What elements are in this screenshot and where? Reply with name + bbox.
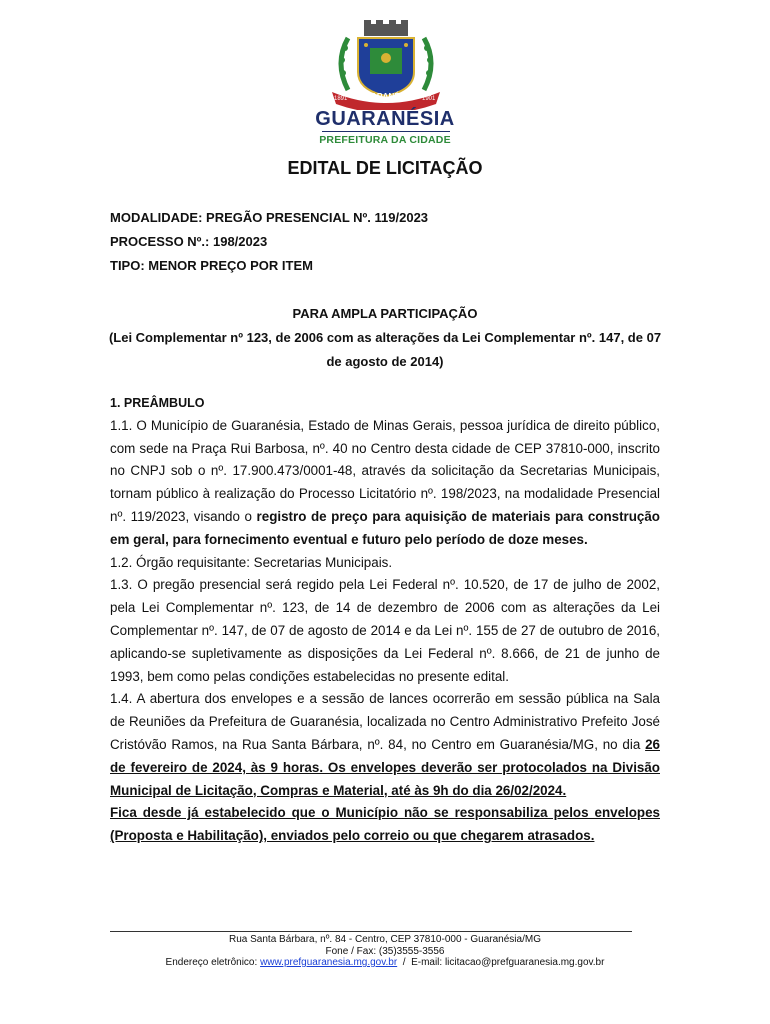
paragraph-1-1	[110, 415, 660, 552]
tipo-line: TIPO: MENOR PREÇO POR ITEM	[110, 258, 313, 273]
footer-phone: Fone / Fax: (35)3555-3556	[325, 946, 445, 957]
document-title: EDITAL DE LICITAÇÃO	[287, 158, 483, 178]
footer-contacts	[0, 957, 770, 968]
section-heading: 1. PREÂMBULO	[110, 396, 205, 410]
footer-address: Rua Santa Bárbara, nº. 84 - Centro, CEP 37810-000 - Guaranésia/MG	[229, 934, 541, 945]
brand-name: GUARANÉSIA	[315, 108, 455, 130]
brand-divider	[322, 131, 450, 132]
paragraph-1-1-text: 1.1. O Município de Guaranésia, Estado de Minas Gerais, pessoa jurídica de direito público, com sede na Praça Rui Barbosa, nº. 40 no Centro desta cidade de CEP 37810-000, inscrito no CNPJ sob o nº. 17.900.473/0001-48, através da solicitação da Secretarias Municipais, tornam público à realização do Processo Licitatório nº. 198/2023, na modalidade Presencial nº. 119/2023, visando o	[110, 417, 660, 524]
footer-site-label: Endereço eletrônico:	[165, 957, 261, 968]
paragraph-1-4-bold: 26 de fevereiro de 2024, às 9 horas. Os envelopes deverão ser protocolados na Divisão Municipal de Licitação, Compras e Material, até às 9h do dia 26/02/2024.	[110, 736, 660, 798]
mail-notice: Fica desde já estabelecido que o Município não se responsabiliza pelos envelopes (Proposta e Habilitação), enviados pelo correio ou que chegarem atrasados.	[110, 805, 660, 844]
logo-year-left: 1891	[334, 96, 348, 102]
footer-site-link[interactable]: www.prefguaranesia.mg.gov.br	[260, 957, 398, 968]
preambulo-section	[110, 392, 660, 848]
logo-banner-text: GUARANÉSIA	[359, 92, 413, 101]
logo-year-right: 1901	[422, 96, 436, 102]
paragraph-1-2: 1.2. Órgão requisitante: Secretarias Municipais.	[110, 554, 393, 570]
footer-divider	[110, 931, 632, 932]
paragraph-1-1-bold: registro de preço para aquisição de materiais para construção em geral, para fornecimento eventual e futuro pelo período de doze meses.	[110, 508, 660, 547]
brand-subtitle: PREFEITURA DA CIDADE	[319, 134, 451, 146]
paragraph-1-4	[110, 688, 660, 802]
processo-line: PROCESSO Nº.: 198/2023	[110, 234, 268, 249]
paragraph-1-3: 1.3. O pregão presencial será regido pela Lei Federal nº. 10.520, de 17 de julho de 2002, pela Lei Complementar nº. 123, de 14 de dezembro de 2006 com as alterações da Lei Complementar nº. 147, de 07 de agosto de 2014 e da Lei nº. 155 de 27 de outubro de 2016, aplicando-se supletivamente as disposições da Lei Federal nº. 8.666, de 21 de junho de 1993, bem como pelas condições estabelecidas no presente edital.	[110, 577, 660, 684]
participation-heading: PARA AMPLA PARTICIPAÇÃO	[292, 306, 478, 321]
participation-law-ref: (Lei Complementar nº 123, de 2006 com as alterações da Lei Complementar nº. 147, de 07 de agosto de 2014)	[108, 330, 662, 369]
modalidade-line: MODALIDADE: PREGÃO PRESENCIAL Nº. 119/2023	[110, 210, 429, 225]
paragraph-1-4-text: 1.4. A abertura dos envelopes e a sessão de lances ocorrerão em sessão pública na Sala de Reuniões da Prefeitura de Guaranésia, localizada no Centro Administrativo Prefeito José Cristóvão Ramos, na Rua Santa Bárbara, nº. 84, no Centro em Guaranésia/MG, no dia	[110, 691, 660, 752]
footer-email: / E-mail: licitacao@prefguaranesia.mg.gov.br	[397, 957, 605, 968]
